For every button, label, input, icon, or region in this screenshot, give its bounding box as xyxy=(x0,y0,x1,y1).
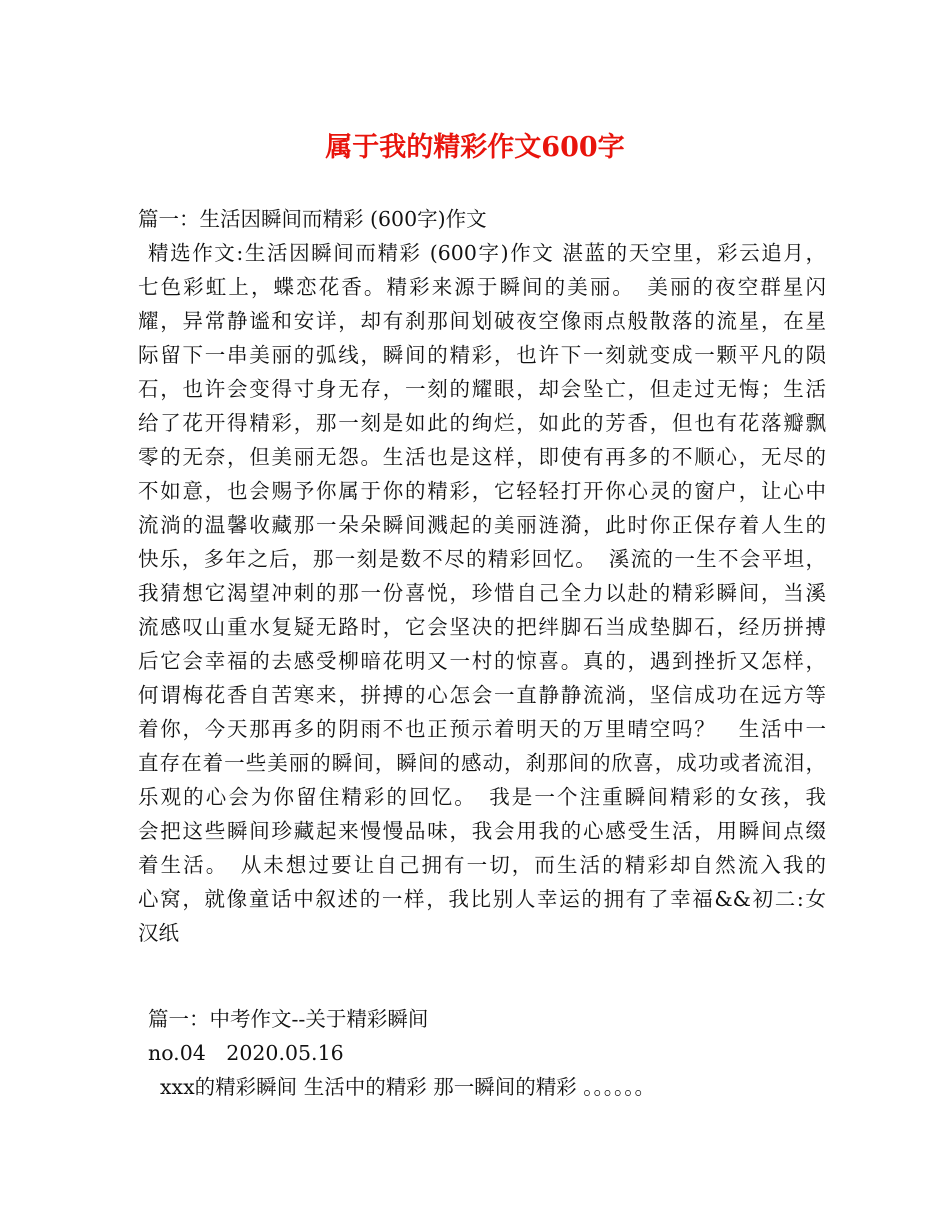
paragraph-line: 石，也许会变得寸身无存，一刻的耀眼，却会坠亡，但走过无悔；生活 xyxy=(138,377,826,401)
paragraph-line: 流淌的温馨收藏那一朵朵瞬间溅起的美丽涟漪，此时你正保存着人生的 xyxy=(138,513,826,537)
paragraph-line: 耀，异常静谧和安详，却有刹那间划破夜空像雨点般散落的流星，在星 xyxy=(138,309,826,333)
paragraph-line: 我猜想它渴望冲刺的那一份喜悦，珍惜自己全力以赴的精彩瞬间，当溪 xyxy=(138,581,826,605)
section-heading: 篇一：中考作文--关于精彩瞬间 xyxy=(148,1007,429,1031)
paragraph-line: 流感叹山重水复疑无路时，它会坚决的把绊脚石当成垫脚石，经历拼搏 xyxy=(138,615,826,639)
paragraph-line: 精选作文:生活因瞬间而精彩 (600字)作文 湛蓝的天空里，彩云追月， xyxy=(148,241,826,265)
paragraph-line: 快乐，多年之后，那一刻是数不尽的精彩回忆。 溪流的一生不会平坦， xyxy=(138,547,826,571)
paragraph-line: 着你，今天那再多的阴雨不也正预示着明天的万里晴空吗？ 生活中一 xyxy=(138,717,826,741)
paragraph-line: 际留下一串美丽的弧线，瞬间的精彩，也许下一刻就变成一颗平凡的陨 xyxy=(138,343,826,367)
section-heading: 篇一：生活因瞬间而精彩 (600字)作文 xyxy=(138,207,487,231)
paragraph-line: 后它会幸福的去感受柳暗花明又一村的惊喜。真的，遇到挫折又怎样， xyxy=(138,649,826,673)
paragraph-line: 会把这些瞬间珍藏起来慢慢品味，我会用我的心感受生活，用瞬间点缀 xyxy=(138,819,826,843)
paragraph-line: 直存在着一些美丽的瞬间，瞬间的感动，刹那间的欣喜，成功或者流泪， xyxy=(138,751,826,775)
paragraph-line: 不如意，也会赐予你属于你的精彩，它轻轻打开你心灵的窗户，让心中 xyxy=(138,479,826,503)
paragraph-line: 乐观的心会为你留住精彩的回忆。 我是一个注重瞬间精彩的女孩，我 xyxy=(138,785,826,809)
paragraph-line: 着生活。 从未想过要让自己拥有一切，而生活的精彩却自然流入我的 xyxy=(138,853,826,877)
paragraph-line: 何谓梅花香自苦寒来，拼搏的心怎会一直静静流淌，坚信成功在远方等 xyxy=(138,683,826,707)
excerpt-line: xxx的精彩瞬间 生活中的精彩 那一瞬间的精彩 。。。。。。 xyxy=(160,1075,655,1099)
paragraph-line: 汉纸 xyxy=(138,921,179,945)
issue-date-line: no.04 2020.05.16 xyxy=(148,1041,344,1065)
paragraph-line: 七色彩虹上，蝶恋花香。精彩来源于瞬间的美丽。 美丽的夜空群星闪 xyxy=(138,275,826,299)
paragraph-line: 零的无奈，但美丽无怨。生活也是这样，即使有再多的不顺心，无尽的 xyxy=(138,445,826,469)
paragraph-line: 给了花开得精彩，那一刻是如此的绚烂，如此的芳香，但也有花落瓣飘 xyxy=(138,411,826,435)
paragraph-line: 心窝，就像童话中叙述的一样，我比别人幸运的拥有了幸福&&初二:女 xyxy=(138,887,826,911)
document-title: 属于我的精彩作文600字 xyxy=(325,132,625,163)
